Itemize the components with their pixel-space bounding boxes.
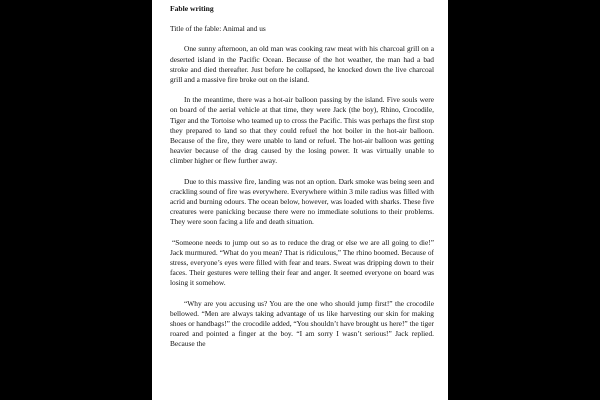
paragraph-1: One sunny afternoon, an old man was cooking raw meat with his charcoal grill on a deserted island in the Pacific Ocean. Because of the hot weather, the man had a bad stroke and died thereafter. Just before he collapsed, he knocked down the live charcoal grill and a massive fire broke out on the island.	[170, 44, 434, 85]
fable-title: Title of the fable: Animal and us	[170, 24, 266, 34]
document-heading: Fable writing	[170, 4, 214, 13]
paragraph-5: “Why are you accusing us? You are the one who should jump first!” the crocodile bellowed. “Men are always taking advantage of us like harvesting our skin for making shoes or handbags!” the crocodile added, “You shouldn’t have brought us here!” the tiger roared and pointed a finger at the boy. “I am sorry I wasn’t serious!” Jack replied. Because the	[170, 298, 434, 349]
document-page	[152, 0, 448, 400]
document-body	[170, 4, 434, 360]
paragraph-2: In the meantime, there was a hot-air balloon passing by the island. Five souls were on board of the aerial vehicle at that time, they were Jack (the boy), Rhino, Crocodile, Tiger and the Tortoise who teamed up to cross the Pacific. This was perhaps the first stop they prepared to land so that they could refuel the hot boiler in the hot-air balloon. Because of the fire, they were unable to land or refuel. The hot-air balloon was getting heavier because of the drag caused by the losing power. It was virtually unable to climber higher or flew further away.	[170, 95, 434, 166]
paragraph-3: Due to this massive fire, landing was not an option. Dark smoke was being seen and crackling sound of fire was everywhere. Everywhere within 3 mile radius was filled with acrid and burning odours. The ocean below, however, was loaded with sharks. These five creatures were panicking because there were no immediate solutions to their problems. They were soon facing a life and death situation.	[170, 176, 434, 227]
paragraph-4: “Someone needs to jump out so as to reduce the drag or else we are all going to die!” Jack murmured. “What do you mean? That is ridiculous,” The rhino boomed. Because of stress, everyone’s eyes were filled with fear and tears. Sweat was dripping down to their faces. Their gestures were telling their fear and anger. It seemed everyone on board was losing it somehow.	[170, 237, 434, 288]
